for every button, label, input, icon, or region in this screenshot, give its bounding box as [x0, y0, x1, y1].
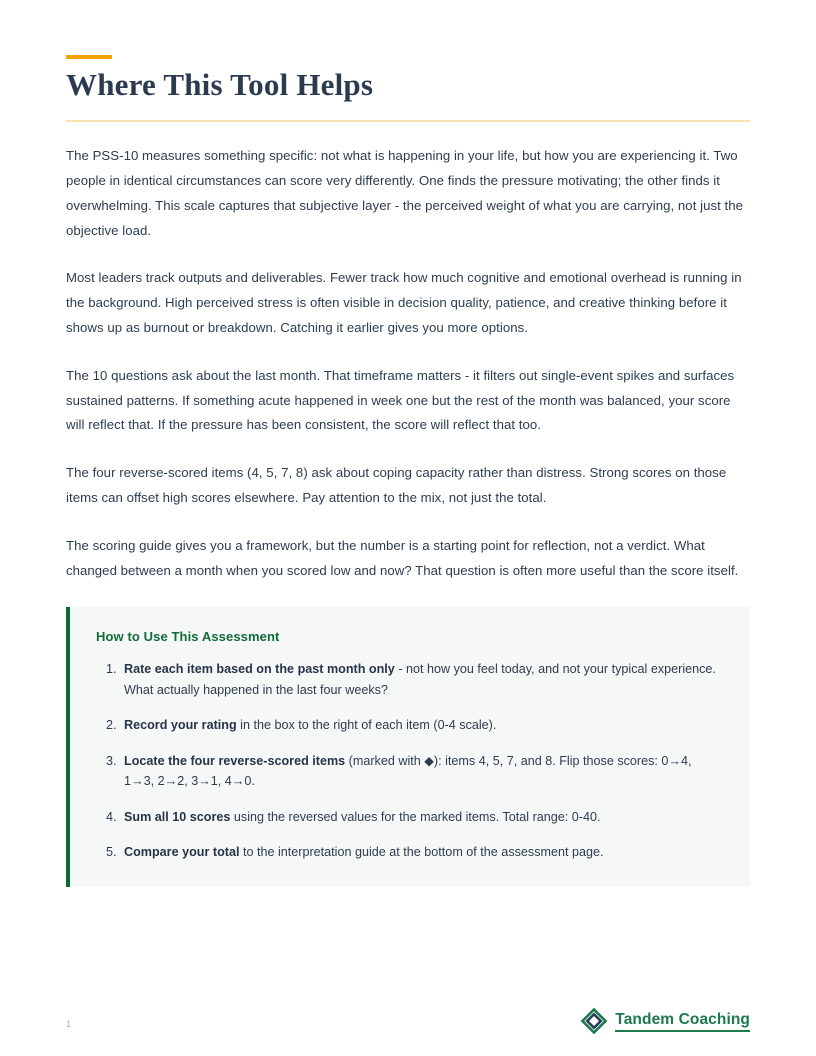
page-number: 1	[66, 1019, 72, 1029]
list-item	[120, 807, 724, 828]
paragraph-3: The 10 questions ask about the last month. That timeframe matters - it filters out single-event spikes and surfaces sustained patterns. If something acute happened in week one but the rest of the month was balanced, your score will reflect that. If the pressure has been consistent, the score will reflect that too.	[66, 367, 735, 433]
step-rest-2: in the box to the right of each item (0-4 scale).	[236, 718, 497, 733]
list-item	[120, 659, 724, 700]
callout-step-list	[96, 659, 724, 863]
step-lead-4: Sum all 10 scores	[124, 809, 231, 824]
paragraph-2: Most leaders track outputs and deliverables. Fewer track how much cognitive and emotional overhead is running in the background. High perceived stress is often visible in decision quality, patience, and creative thinking before it shows up as burnout or breakdown. Catching it earlier gives you more options.	[66, 270, 742, 335]
step-lead-5: Compare your total	[124, 845, 240, 860]
list-item	[120, 715, 724, 736]
step-lead-3: Locate the four reverse-scored items	[124, 753, 346, 768]
step-rest-5: to the interpretation guide at the bottom of the assessment page.	[239, 845, 604, 860]
step-lead-2: Record your rating	[124, 718, 237, 733]
diamond-logo-icon	[581, 1008, 607, 1034]
page-footer	[66, 1002, 750, 1034]
step-rest-4: using the reversed values for the marked items. Total range: 0-40.	[230, 809, 601, 824]
callout-heading: How to Use This Assessment	[96, 629, 280, 645]
brand-logo	[581, 1008, 750, 1034]
step-rest-1: - not how you feel today, and not your typical experience. What actually happened in the last four weeks?	[124, 662, 716, 697]
body-copy	[66, 144, 750, 583]
paragraph-5: The scoring guide gives you a framework, but the number is a starting point for reflection, not a verdict. What changed between a month when you scored low and now? That question is often more useful than the score itself.	[66, 537, 739, 578]
title-divider	[66, 120, 750, 122]
paragraph-4: The four reverse-scored items (4, 5, 7, 8) ask about coping capacity rather than distress. Strong scores on those items can offset high scores elsewhere. Pay attention to the mix, not just the total.	[66, 465, 727, 505]
step-lead-1: Rate each item based on the past month only	[124, 662, 395, 677]
paragraph-1: The PSS-10 measures something specific: not what is happening in your life, but how you are experiencing it. Two people in identical circumstances can score very differently. One finds the pressure motivating; the other finds it overwhelming. This scale captures that subjective layer - the perceived weight of what you are carrying, not just the objective load.	[66, 148, 744, 238]
title-accent-bar	[66, 55, 112, 59]
brand-name: Tandem Coaching	[615, 1011, 750, 1032]
list-item	[120, 842, 724, 863]
step-rest-3: (marked with ◆): items 4, 5, 7, and 8. Flip those scores: 0→4, 1→3, 2→2, 3→1, 4→0.	[124, 753, 692, 789]
page-title: Where This Tool Helps	[66, 67, 374, 102]
list-item	[120, 751, 724, 792]
how-to-use-callout	[66, 607, 750, 887]
